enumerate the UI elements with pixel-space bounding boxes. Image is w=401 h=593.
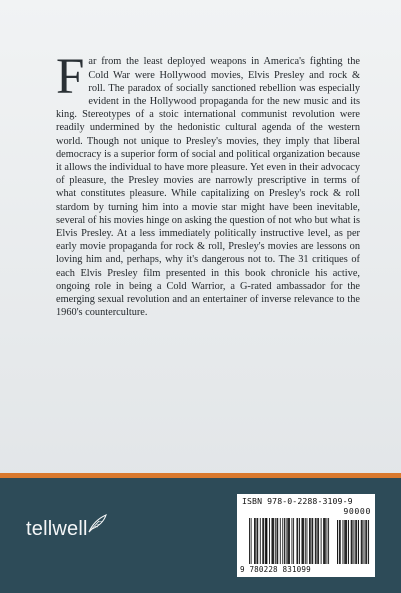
barcode-addon-bar xyxy=(356,520,357,564)
barcode-bar xyxy=(297,518,298,564)
barcode-bar xyxy=(299,518,300,564)
barcode-bar xyxy=(318,518,319,564)
barcode-bar xyxy=(302,518,303,564)
barcode-bar xyxy=(257,518,258,564)
barcode-addon-bar xyxy=(355,520,356,564)
barcode-bar xyxy=(302,518,303,564)
barcode-bar xyxy=(316,518,317,564)
barcode-addon-bar xyxy=(366,520,367,564)
barcode-bar xyxy=(312,518,313,564)
barcode-addon-bar xyxy=(340,520,341,564)
barcode-bar xyxy=(327,518,328,564)
barcode-bar xyxy=(288,518,289,564)
publisher-logo xyxy=(26,512,108,546)
barcode-bar xyxy=(325,518,326,564)
barcode-bar xyxy=(272,518,273,564)
barcode-addon-bar xyxy=(346,520,347,564)
barcode-addon-bar xyxy=(345,520,346,564)
barcode-addon-bar xyxy=(361,520,362,564)
barcode-addon-bar xyxy=(362,520,363,564)
barcode-bar xyxy=(292,518,293,564)
isbn-barcode xyxy=(237,494,375,577)
barcode-addon-bar xyxy=(365,520,366,564)
barcode-bar xyxy=(277,518,278,564)
barcode-bar xyxy=(275,518,276,564)
barcode-bar xyxy=(328,518,329,564)
barcode-bar xyxy=(323,518,324,564)
barcode-bar xyxy=(265,518,266,564)
barcode-addon-bar xyxy=(337,520,338,564)
barcode-bar xyxy=(272,518,273,564)
barcode-bar xyxy=(293,518,294,564)
barcode-bar xyxy=(324,518,325,564)
barcode-addon-bar xyxy=(358,520,359,564)
barcode-addon-bar xyxy=(364,520,365,564)
barcode-bar xyxy=(269,518,270,564)
barcode-bar xyxy=(262,518,263,564)
barcode-bar xyxy=(249,518,250,564)
barcode-addon-bar xyxy=(339,520,340,564)
barcode-bar xyxy=(280,518,281,564)
barcode-bar xyxy=(317,518,318,564)
barcode-addon-bar xyxy=(342,520,343,564)
barcode-addon-bar xyxy=(344,520,345,564)
barcode-bar xyxy=(312,518,313,564)
publisher-name: tellwell xyxy=(26,518,88,540)
isbn-label: ISBN 978-0-2288-3109-9 xyxy=(242,496,353,506)
ean-digits: 9 780228 831099 xyxy=(240,565,311,574)
barcode-bar xyxy=(297,518,298,564)
barcode-bar xyxy=(286,518,287,564)
barcode-bar xyxy=(303,518,304,564)
back-cover-blurb: Far from the least deployed weapons in America's fighting the Cold War were Hollywood movies, Elvis Presley and rock & roll. The paradox of socially sanctioned rebellion was especially evident in the Hollywood propaganda for the new music and its king. Stereotypes of a stoic international communist revolution were readily undermined by the hedonistic cultural agenda of the western world. Though not unique to Presley's movies, they imply that liberal democracy is a superior form of social and political organization because it allows the individual to have more pleasure. Yet even in their advocacy of pleasure, the Presley movies are narrowly prescriptive in terms of what constitutes pleasure. While capitalizing on Presley's rock & roll stardom by turning him into a movie star might have been inevitable, several of his movies hinge on asking the question of not who but what is Elvis Presley. At a less immediately politically instructive level, as per early movie propaganda for rock & roll, Presley's movies are lessons on loving him and, perhaps, why it's dangerous not to. The 31 critiques of each Elvis Presley film presented in this book chronicle his active, ongoing role in being a Cold Warrior, a G-rated ambassador for the emerging sexual revolution and an entertainer of inverse relevance to the 1960's counterculture. xyxy=(56,49,360,319)
barcode-bar xyxy=(266,518,267,564)
barcode-bar xyxy=(263,518,264,564)
barcode-bar xyxy=(315,518,316,564)
barcode-bar xyxy=(284,518,285,564)
barcode-bar xyxy=(282,518,283,564)
barcode-bar xyxy=(255,518,256,564)
barcode-bar xyxy=(251,518,252,564)
barcode-addon-bar xyxy=(353,520,354,564)
barcode-bar xyxy=(321,518,322,564)
barcode-bar xyxy=(309,518,310,564)
price-code: 90000 xyxy=(343,506,371,516)
barcode-addon-bar xyxy=(368,520,369,564)
barcode-bar xyxy=(307,518,308,564)
barcode-addon-bar xyxy=(352,520,353,564)
barcode-bar xyxy=(305,518,306,564)
barcode-addon-bar xyxy=(351,520,352,564)
barcode-addon-bar xyxy=(348,520,349,564)
quill-icon xyxy=(86,513,108,540)
barcode-bar xyxy=(287,518,288,564)
barcode-bar xyxy=(289,518,290,564)
barcode-bar xyxy=(273,518,274,564)
barcode-bar xyxy=(254,518,255,564)
barcode-bar xyxy=(277,518,278,564)
barcode-bar xyxy=(260,518,261,564)
barcode-bar xyxy=(310,518,311,564)
barcode-bar xyxy=(257,518,258,564)
barcode-bar xyxy=(267,518,268,564)
